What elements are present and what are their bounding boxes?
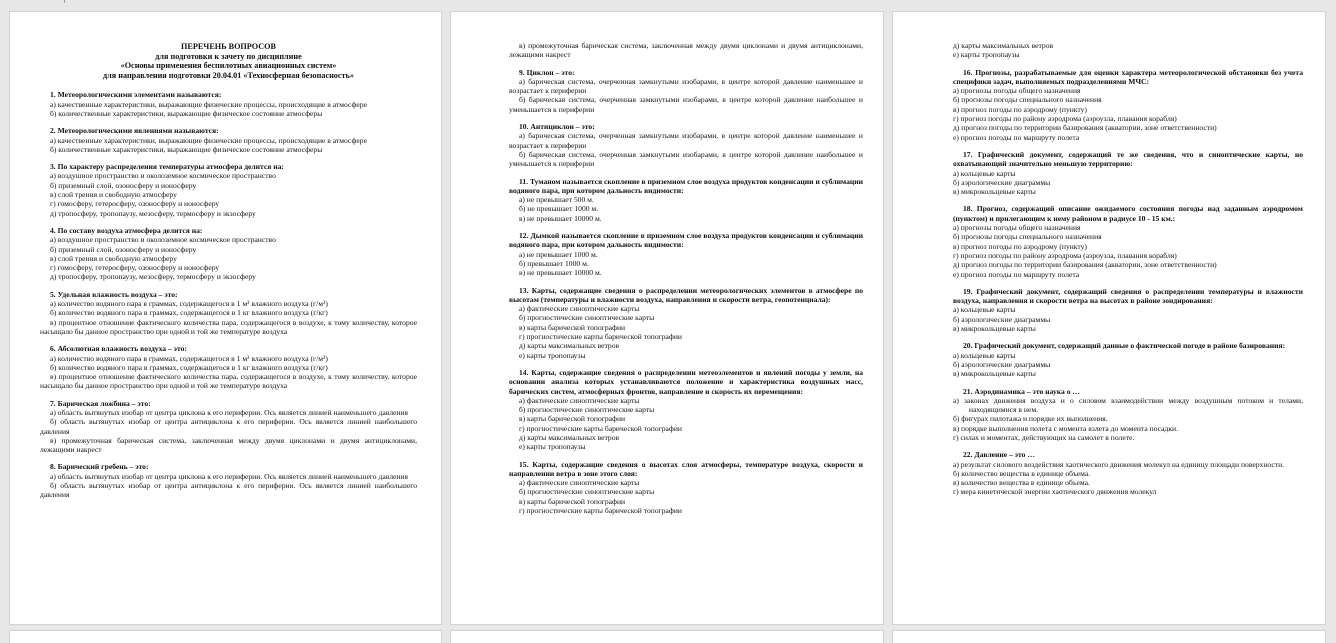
answer-option: а) воздушное пространство и околоземное космическое пространство [50, 171, 276, 181]
answer-option: г) гомосферу, гетеросферу, озоносферу и ионосферу [50, 263, 220, 273]
answer-option: в) слой трения и свободную атмосферу [50, 253, 177, 263]
title-line: «Основы применения беспилотных авиационных систем» [120, 61, 337, 71]
answer-option: б) область вытянутых изобар от центра антициклона к его периферии. Ось является линией наибольшего давления [40, 481, 417, 500]
question-block [40, 344, 417, 390]
answer-option: е) карты тропопаузы [519, 350, 586, 360]
answer-option: в) не превышает 10000 м. [519, 268, 602, 278]
answer-option: а) кольцевые карты [953, 305, 1016, 315]
question-text: 18. Прогноз, содержащий описание ожидаемого состояния погоды над заданным аэродромом (пунктом) и прилегающим к нему районом в радиусе 10 - 15 км.: [953, 204, 1303, 223]
question-text: 21. Аэродинамика – это наука о … [963, 386, 1080, 396]
document-page-3 [893, 12, 1325, 624]
answer-option: г) прогноз погоды по району аэродрома (аэроузла, плавания корабля) [953, 250, 1177, 260]
answer-option: а) фактические синоптические карты [519, 395, 640, 405]
answer-option: д) карты максимальных ветров [519, 341, 620, 351]
question-block [509, 368, 863, 452]
answer-option: а) область вытянутых изобар от центра циклона к его периферии. Ось является линией наименьшего давления [50, 407, 408, 417]
answer-option: а) область вытянутых изобар от центра циклона к его периферии. Ось является линией наименьшего давления [50, 471, 408, 481]
answer-option: а) барическая система, очерченная замкнутыми изобарами, в центре которой давление наименьшее и возрастает к периферии [509, 76, 863, 96]
question-text: 2. Метеорологическими явлениями называются: [50, 126, 219, 136]
answer-option: б) барическая система, очерченная замкнутыми изобарами, в центре которой давление наибольшее и уменьшается к периферии [509, 95, 863, 114]
answer-option: а) количество водяного пара в граммах, содержащегося в 1 м³ влажного воздуха (г/м³) [50, 299, 328, 309]
answer-option: а) прогнозы погоды общего назначения [953, 223, 1081, 233]
question-list [509, 68, 863, 516]
question-text: 11. Туманом называется скопление в приземном слое воздуха продуктов конденсации и сублимации водяного пара, при котором дальность видимости: [509, 176, 863, 195]
question-text: 14. Карты, содержащие сведения о распределении метеоэлементов и явлений погоды у земли, на основании анализа которых устанавливаются положение и характеристика воздушных масс, барических систем, атмосферных фронтов, направление и скорость их перемещения: [509, 367, 863, 396]
question-block [40, 226, 417, 282]
question-block [509, 460, 863, 516]
document-title [40, 42, 417, 80]
answer-option: б) прогностические синоптические карты [519, 405, 655, 415]
answer-option: а) законах движения воздуха и о силовом взаимодействии между воздушным потоком и телами, находящимися в нем. [953, 395, 1303, 415]
question-block [40, 399, 417, 455]
answer-option: а) не превышает 500 м. [519, 195, 594, 205]
answer-option: б) аэрологические диаграммы [953, 177, 1051, 187]
answer-option: в) не превышает 10000 м. [519, 213, 602, 223]
answer-option: б) количественные характеристики, выражающие физическое состояние атмосферы [50, 108, 323, 118]
document-page-6 [893, 631, 1325, 643]
question-text: 10. Антициклон – это: [519, 122, 595, 132]
continued-options [953, 41, 1303, 60]
question-block [509, 177, 863, 223]
question-text: 12. Дымкой называется скопление в приземном слое воздуха продуктов конденсации и сублимации водяного пара, при котором дальность видимости: [509, 231, 863, 250]
answer-option: г) мера кинетической энергии хаотического движения молекул [953, 487, 1157, 497]
answer-option: а) качественные характеристики, выражающие физические процессы, происходящие в атмосфере [50, 135, 367, 145]
answer-option: г) прогностические карты барической топографии [519, 506, 682, 516]
question-block [509, 68, 863, 114]
answer-option: в) микрокольцевые карты [953, 324, 1036, 334]
answer-option: д) тропосферу, тропопаузу, мезосферу, термосферу и экзосферу [50, 208, 256, 218]
answer-option: б) аэрологические диаграммы [953, 314, 1051, 324]
answer-option: г) прогноз погоды по району аэродрома (аэроузла, плавания корабля) [953, 114, 1177, 124]
answer-option: б) аэрологические диаграммы [953, 359, 1051, 369]
answer-option: в) процентное отношение фактического количества пара, содержащегося в воздухе, к тому количеству, которое насыщало бы данное пространство при одной и той же температуре воздуха [40, 317, 417, 336]
answer-option: а) результат силового воздействия хаотического движения молекул на единицу площади поверхности. [953, 459, 1285, 469]
answer-option: в) микрокольцевые карты [953, 369, 1036, 379]
answer-option: б) количество вещества в единице объема. [953, 468, 1091, 478]
question-block [953, 68, 1303, 142]
answer-option: б) превышает 1000 м. [519, 258, 589, 268]
question-text: 15. Карты, содержащие сведения о высотах слоя атмосферы, температуре воздуха, скорости и направлении ветра в зоне этого слоя: [509, 459, 863, 478]
answer-option: б) количественные характеристики, выражающие физическое состояние атмосферы [50, 144, 323, 154]
answer-option: в) промежуточная барическая система, заключенная между двумя циклонами и двумя антициклонами, лежащими накрест [40, 435, 417, 455]
answer-option: в) порядке выполнения полета с момента взлета до момента посадки. [953, 423, 1178, 433]
question-block [40, 290, 417, 336]
question-text: 5. Удельная влажность воздуха – это: [50, 289, 178, 299]
question-text: 4. По составу воздуха атмосфера делится на: [50, 225, 203, 235]
answer-option: б) прогностические синоптические карты [519, 487, 655, 497]
document-page-1 [10, 12, 441, 624]
question-block [953, 450, 1303, 496]
answer-option: а) кольцевые карты [953, 350, 1016, 360]
answer-option: д) тропосферу, тропопаузу, мезосферу, термосферу и экзосферу [50, 272, 256, 282]
question-block [953, 150, 1303, 196]
answer-option: а) воздушное пространство и околоземное космическое пространство [50, 235, 276, 245]
answer-option: б) количество водяного пара в граммах, содержащегося в 1 кг влажного воздуха (г/кг) [50, 308, 328, 318]
title-line: для подготовки к зачету по дисциплине [155, 51, 302, 61]
question-list [40, 90, 417, 499]
question-block [40, 162, 417, 218]
answer-option: а) кольцевые карты [953, 168, 1016, 178]
question-block [953, 341, 1303, 378]
answer-option: в) карты барической топографии [519, 496, 626, 506]
answer-option: е) карты тропопаузы [519, 442, 586, 452]
question-list [953, 68, 1303, 497]
question-text: 22. Давление – это … [963, 450, 1035, 460]
answer-option: в) карты барической топографии [519, 414, 626, 424]
answer-option: г) гомосферу, гетеросферу, озоносферу и ионосферу [50, 199, 220, 209]
answer-option: б) количество водяного пара в граммах, содержащегося в 1 кг влажного воздуха (г/кг) [50, 362, 328, 372]
answer-option: б) область вытянутых изобар от центра антициклона к его периферии. Ось является линией наибольшего давления [40, 417, 417, 436]
question-text: 19. Графический документ, содержащий сведения о распределении температуры и влажности воздуха, направления и скорости ветра на высотах в районе зондирования: [953, 286, 1303, 306]
answer-option: в) прогноз погоды по аэродрому (пункту) [953, 241, 1087, 251]
answer-option: г) прогностические карты барической топографии [519, 423, 682, 433]
answer-option: е) прогноз погоды по маршруту полета [953, 132, 1080, 142]
question-block [509, 122, 863, 168]
ruler-tick [64, 0, 65, 3]
answer-option: б) прогнозы погоды специального назначения [953, 95, 1102, 105]
answer-option: а) прогнозы погоды общего назначения [953, 86, 1081, 96]
answer-option: а) качественные характеристики, выражающие физические процессы, происходящие в атмосфере [50, 99, 367, 109]
title-line: ПЕРЕЧЕНЬ ВОПРОСОВ [181, 42, 276, 51]
question-block [40, 462, 417, 499]
answer-option: б) барическая система, очерченная замкнутыми изобарами, в центре которой давление наибольшее и уменьшается к периферии [509, 149, 863, 169]
question-text: 7. Барическая ложбина – это: [50, 398, 151, 408]
question-text: 17. Графический документ, содержащий те же сведения, что и синоптические карты, но охватывающий значительно меньшую территорию: [953, 149, 1303, 169]
answer-option: в) карты барической топографии [519, 322, 626, 332]
answer-option: а) не превышает 1000 м. [519, 249, 598, 259]
document-page-4 [10, 631, 441, 643]
question-text: 1. Метеорологическими элементами называются: [50, 90, 222, 100]
answer-option: д) прогноз погоды по территории базирования (акватории, зоне ответственности) [953, 260, 1217, 270]
question-block [40, 126, 417, 154]
answer-option: б) не превышает 1000 м. [519, 204, 599, 214]
answer-option: б) прогнозы погоды специального назначения [953, 232, 1102, 242]
answer-option: б) приземный слой, озоносферу и ионосферу [50, 180, 197, 190]
answer-option: д) карты максимальных ветров [519, 432, 620, 442]
question-block [953, 387, 1303, 443]
question-block [509, 231, 863, 277]
question-text: 3. По характеру распределения температуры атмосфера делится на: [50, 162, 284, 172]
answer-option: б) фигурах пилотажа и порядке их выполнения. [953, 414, 1108, 424]
answer-option: г) силах и моментах, действующих на самолет в полете. [953, 432, 1135, 442]
continued-option: в) промежуточная барическая система, заключенная между двумя циклонами и двумя антициклонами, лежащими накрест [509, 41, 863, 60]
question-text: 9. Циклон – это: [519, 67, 575, 77]
answer-option: б) прогностические синоптические карты [519, 313, 655, 323]
answer-option: в) процентное отношение фактического количества пара, содержащегося в воздухе, к тому количеству, которое насыщало бы данное пространство при одной и той же температуре воздуха [40, 372, 417, 391]
document-page-2 [451, 12, 883, 624]
answer-option: д) прогноз погоды по территории базирования (акватории, зоне ответственности) [953, 123, 1217, 133]
answer-option: в) количество вещества в единице объема. [953, 478, 1090, 488]
answer-option: е) прогноз погоды по маршруту полета [953, 269, 1080, 279]
answer-option: а) количество водяного пара в граммах, содержащегося в 1 м³ влажного воздуха (г/м³) [50, 353, 328, 363]
answer-option: а) фактические синоптические карты [519, 478, 640, 488]
answer-option: б) приземный слой, озоносферу и ионосферу [50, 244, 197, 254]
answer-option: г) прогностические карты барической топографии [519, 332, 682, 342]
document-page-5 [451, 631, 883, 643]
question-block [509, 286, 863, 360]
question-text: 16. Прогнозы, разрабатываемые для оценки характера метеорологической обстановки без учета специфики задач, выполняемых подразделениями МЧС: [953, 67, 1303, 86]
answer-option: в) слой трения и свободную атмосферу [50, 190, 177, 200]
question-block [953, 204, 1303, 278]
answer-option: а) барическая система, очерченная замкнутыми изобарами, в центре которой давление наименьшее и возрастает к периферии [509, 131, 863, 150]
option: е) карты тропопаузы [953, 50, 1020, 60]
answer-option: в) микрокольцевые карты [953, 187, 1036, 197]
option: д) карты максимальных ветров [953, 41, 1054, 50]
question-block [953, 287, 1303, 333]
question-text: 6. Абсолютная влажность воздуха – это: [50, 344, 187, 354]
question-text: 20. Графический документ, содержащий данные о фактической погоде в районе базирования: [963, 341, 1286, 351]
question-text: 8. Барический гребень – это: [50, 462, 149, 472]
question-block [40, 90, 417, 118]
question-text: 13. Карты, содержащие сведения о распределении метеорологических элементов в атмосфере по высотам (температуры и влажности воздуха, направления и скорости ветра, геопотенциала): [509, 285, 863, 304]
answer-option: а) фактические синоптические карты [519, 304, 640, 314]
answer-option: в) прогноз погоды по аэродрому (пункту) [953, 104, 1087, 114]
title-line: для направления подготовки 20.04.01 «Техносферная безопасность» [103, 70, 354, 80]
